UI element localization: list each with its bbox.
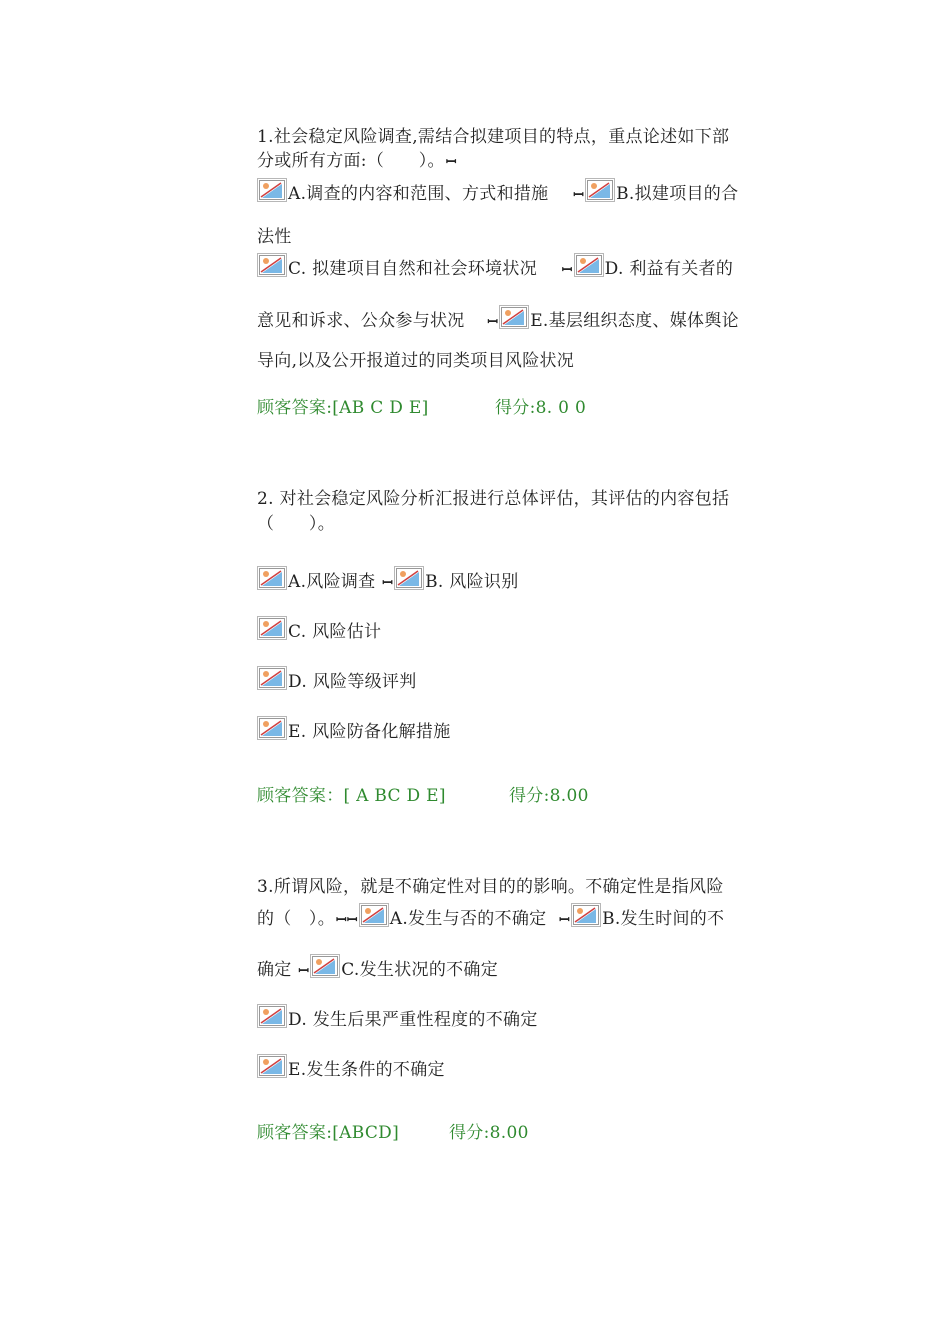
q3-answer-row [257,1121,529,1145]
q1-options-row-1 [257,178,738,208]
q1-stem-line-1: 1.社会稳定风险调查,需结合拟建项目的特点，重点论述如下部 [257,127,730,147]
option-d-label: D. 风险等级评判 [288,672,417,692]
customer-answer: 顾客答案：[ A BC D E] [257,786,446,806]
q3-stem-line-2: 的（ ）。ꟷꟷ A.发生与否的不确定 ꟷ B.发生时间的不 [257,903,724,933]
q2-stem-line-1: 2. 对社会稳定风险分析汇报进行总体评估，其评估的内容包括 [257,489,730,509]
q2-option-row-e [257,716,451,744]
option-c-label: C. 风险估计 [288,622,382,642]
q3-stem-line-1: 3.所谓风险，就是不确定性对目的的影响。不确定性是指风险 [257,877,724,897]
option-b-label: B.发生时间的不 [602,909,725,929]
option-d-label: D. 利益有关者的 [604,259,734,279]
q2-option-row-c [257,616,381,644]
q1-options-row-2: 法性 [257,227,292,247]
broken-image-icon [310,954,340,978]
customer-answer: 顾客答案:[ABCD] [257,1123,400,1143]
return-mark-icon: ꟷ [298,964,310,979]
return-mark-icon: ꟷ [382,576,394,591]
q1-answer-row [257,396,587,420]
option-c-label: C. 拟建项目自然和社会环境状况 [288,259,538,279]
broken-image-icon [571,903,601,927]
score: 得分:8.00 [449,1123,529,1143]
return-mark-icon: ꟷ [487,315,499,330]
score: 得分:8.00 [509,786,589,806]
q1-options-row-4: 意见和诉求、公众参与状况 ꟷ E.基层组织态度、媒体舆论 [257,305,739,335]
q1-stem-line-2: 分或所有方面:（ ）。ꟷ [257,149,458,175]
broken-image-icon [359,903,389,927]
option-c-label: C.发生状况的不确定 [341,960,499,980]
option-b-label: B. 风险识别 [425,572,519,592]
option-e-label: E.发生条件的不确定 [288,1060,445,1080]
return-mark-icon: ꟷ [559,913,571,928]
option-a-label: A.风险调查 [288,572,376,592]
q3-option-row-e [257,1054,445,1082]
option-e-label: E.基层组织态度、媒体舆论 [530,311,739,331]
broken-image-icon [257,616,287,640]
broken-image-icon [257,1004,287,1028]
return-mark-icon: ꟷꟷ [336,913,358,928]
broken-image-icon [257,1054,287,1078]
q1-options-row-3 [257,253,733,283]
broken-image-icon [257,253,287,277]
broken-image-icon [257,716,287,740]
q2-stem-line-2: （ ）。 [257,514,335,534]
broken-image-icon [574,253,604,277]
q2-option-row-ab [257,566,519,596]
return-mark-icon: ꟷ [573,188,585,203]
broken-image-icon [257,566,287,590]
option-a-label: A.调查的内容和范围、方式和措施 [288,184,549,204]
option-e-label: E. 风险防备化解措施 [288,722,451,742]
q3-option-row-d [257,1004,538,1032]
return-mark-icon: ꟷ [561,263,573,278]
broken-image-icon [257,178,287,202]
option-d-label: D. 发生后果严重性程度的不确定 [288,1010,538,1030]
option-a-label: A.发生与否的不确定 [389,909,547,929]
q2-option-row-d [257,666,417,694]
broken-image-icon [585,178,615,202]
q1-options-row-5: 导向,以及公开报道过的同类项目风险状况 [257,351,575,371]
q3-options-row-2: 确定 ꟷ C.发生状况的不确定 [257,954,498,984]
broken-image-icon [394,566,424,590]
option-b-label: B.拟建项目的合 [616,184,739,204]
q2-answer-row [257,784,589,808]
score: 得分:8. 0 0 [495,398,587,418]
broken-image-icon [257,666,287,690]
broken-image-icon [499,305,529,329]
customer-answer: 顾客答案:[AB C D E] [257,398,429,418]
return-mark-icon: ꟷ [445,155,457,170]
